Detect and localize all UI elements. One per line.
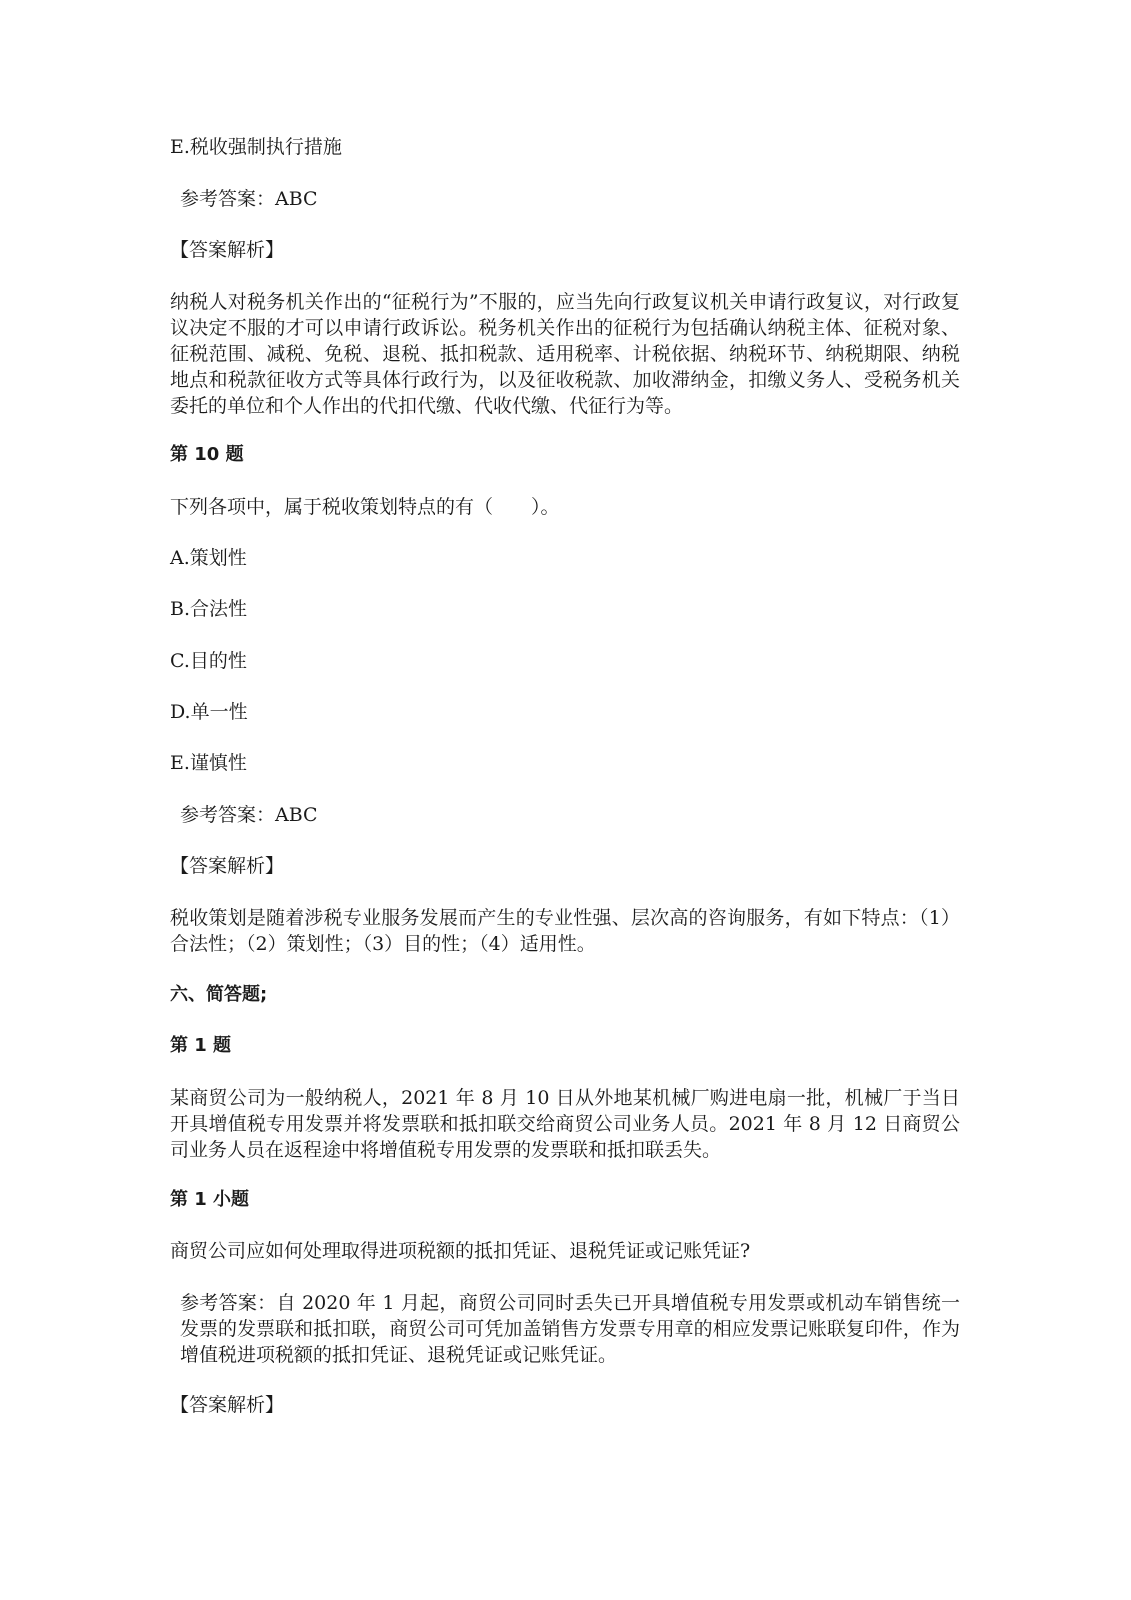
- q10-analysis-text: 税收策划是随着涉税专业服务发展而产生的专业性强、层次高的咨询服务，有如下特点：（1）合法性；（2）策划性；（3）目的性；（4）适用性。: [170, 907, 960, 955]
- q10-analysis-heading: 【答案解析】: [170, 855, 285, 877]
- q9-analysis-text: 纳税人对税务机关作出的“征税行为”不服的，应当先向行政复议机关申请行政复议，对行政复议决定不服的才可以申请行政诉讼。税务机关作出的征税行为包括确认纳税主体、征税对象、征税范围、减税、免税、退税、抵扣税款、适用税率、计税依据、纳税环节、纳税期限、纳税地点和税款征收方式等具体行政行为，以及征收税款、加收滞纳金，扣缴义务人、受税务机关委托的单位和个人作出的代扣代缴、代收代缴、代征行为等。: [170, 291, 960, 417]
- q10-answer: 参考答案：ABC: [180, 804, 318, 826]
- q10-heading: 第 10 题: [170, 444, 244, 465]
- s6-q1-text: 某商贸公司为一般纳税人，2021 年 8 月 10 日从外地某机械厂购进电扇一批，机械厂于当日开具增值税专用发票并将发票联和抵扣联交给商贸公司业务人员。2021 年 8 月 12 日商贸公司业务人员在返程途中将增值税专用发票的发票联和抵扣联丢失。: [170, 1087, 960, 1161]
- s6-sub1-answer: 参考答案：自 2020 年 1 月起，商贸公司同时丢失已开具增值税专用发票或机动车销售统一发票的发票联和抵扣联，商贸公司可凭加盖销售方发票专用章的相应发票记账联复印件，作为增值税进项税额的抵扣凭证、退税凭证或记账凭证。: [180, 1292, 960, 1366]
- q9-option-e: E.税收强制执行措施: [170, 136, 342, 158]
- s6-sub1-analysis-heading: 【答案解析】: [170, 1394, 285, 1416]
- s6-sub1-heading: 第 1 小题: [170, 1189, 250, 1210]
- q10-question: 下列各项中，属于税收策划特点的有（ ）。: [170, 496, 560, 518]
- s6-q1-heading: 第 1 题: [170, 1035, 232, 1056]
- q10-option-a: A.策划性: [170, 547, 247, 569]
- q10-option-b: B.合法性: [170, 598, 248, 620]
- q9-answer: 参考答案：ABC: [180, 188, 318, 210]
- q10-option-d: D.单一性: [170, 701, 248, 723]
- s6-sub1-question: 商贸公司应如何处理取得进项税额的抵扣凭证、退税凭证或记账凭证?: [170, 1240, 751, 1262]
- q10-option-c: C.目的性: [170, 650, 247, 672]
- section6-heading: 六、简答题;: [170, 984, 268, 1005]
- q10-option-e: E.谨慎性: [170, 752, 247, 774]
- q9-analysis-heading: 【答案解析】: [170, 239, 285, 261]
